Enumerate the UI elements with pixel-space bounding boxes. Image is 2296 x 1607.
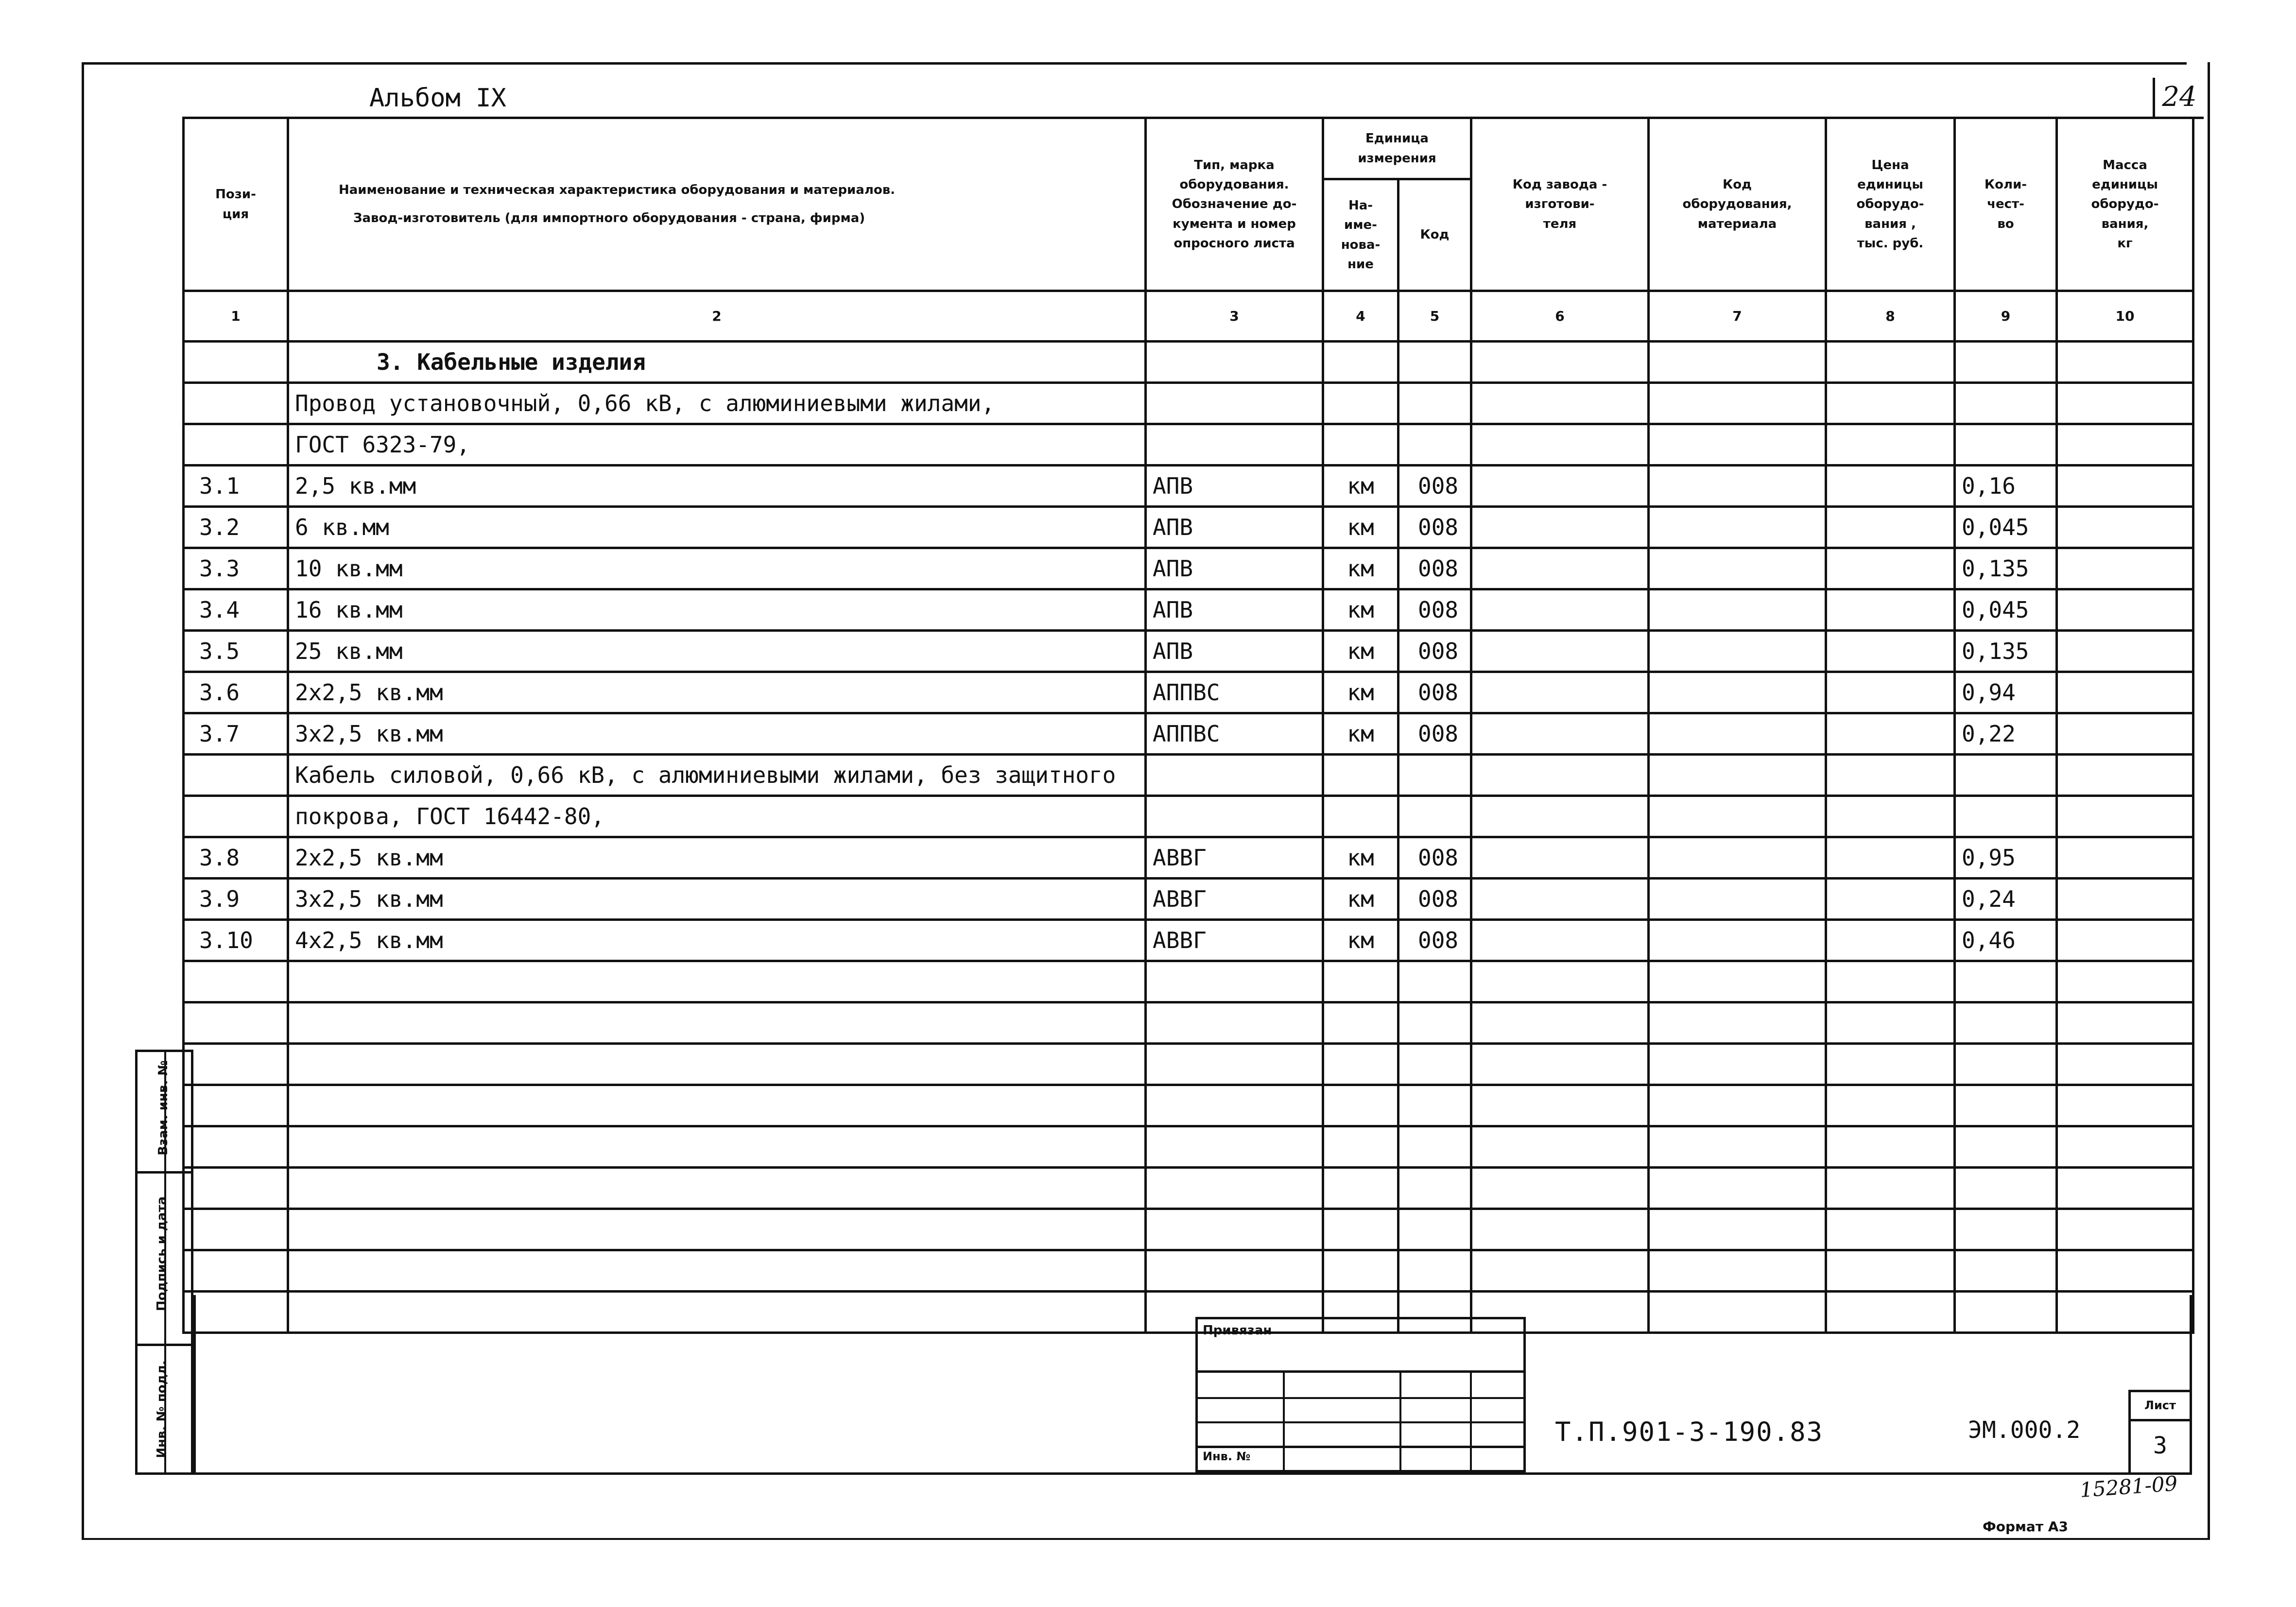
header-equipment-code: Код оборудования, материала (1649, 118, 1826, 291)
empty-cell (1471, 1126, 1649, 1168)
header-quantity: Коли- чест- во (1955, 118, 2057, 291)
row-unit: км (1323, 507, 1398, 548)
row-mass (2057, 383, 2193, 424)
row-price (1826, 466, 1955, 507)
row-quantity: 0,135 (1955, 548, 2057, 589)
header-factory-code: Код завода - изготови- теля (1471, 118, 1649, 291)
empty-cell (1955, 1209, 2057, 1250)
row-name: Кабель силовой, 0,66 кВ, с алюминиевыми жилами, без защитного (288, 755, 1146, 796)
empty-cell (288, 1126, 1146, 1168)
specification-table (182, 117, 2194, 1334)
row-mass (2057, 672, 2193, 713)
sheet-label: Лист (2131, 1392, 2190, 1421)
row-unit: км (1323, 631, 1398, 672)
row-unit-code: 008 (1398, 837, 1471, 879)
empty-cell (184, 1250, 288, 1292)
side-strip (135, 1050, 193, 1475)
row-mass (2057, 466, 2193, 507)
row-unit (1323, 342, 1398, 383)
row-equipment-code (1649, 383, 1826, 424)
row-equipment-code (1649, 672, 1826, 713)
table-row (184, 589, 2193, 631)
side-label-original: Инв. № подл. (155, 1360, 169, 1458)
row-position (184, 796, 288, 837)
empty-cell (1826, 961, 1955, 1002)
empty-cell (1323, 1085, 1398, 1126)
row-position: 3.6 (184, 672, 288, 713)
row-price (1826, 589, 1955, 631)
header-position: Пози- ция (184, 118, 288, 291)
row-position: 3.9 (184, 879, 288, 920)
header-type: Тип, марка оборудования. Обозначение до- кумента и номер опросного листа (1146, 118, 1323, 291)
empty-row (184, 1168, 2193, 1209)
row-factory-code (1471, 424, 1649, 466)
row-price (1826, 920, 1955, 961)
row-quantity: 0,94 (1955, 672, 2057, 713)
row-unit-code: 008 (1398, 672, 1471, 713)
empty-cell (184, 961, 288, 1002)
row-price (1826, 548, 1955, 589)
empty-cell (2057, 961, 2193, 1002)
row-unit: км (1323, 879, 1398, 920)
empty-cell (2057, 1209, 2193, 1250)
empty-cell (1826, 1126, 1955, 1168)
row-price (1826, 342, 1955, 383)
empty-cell (2057, 1168, 2193, 1209)
empty-cell (288, 1209, 1146, 1250)
row-equipment-code (1649, 920, 1826, 961)
row-name: ГОСТ 6323-79, (288, 424, 1146, 466)
empty-row (184, 1085, 2193, 1126)
row-type (1146, 342, 1323, 383)
row-quantity (1955, 755, 2057, 796)
empty-cell (1323, 1002, 1398, 1044)
row-name: 16 кв.мм (288, 589, 1146, 631)
sheet-value: 3 (2153, 1432, 2167, 1459)
row-type: АПВ (1146, 466, 1323, 507)
empty-cell (1471, 961, 1649, 1002)
empty-cell (184, 1085, 288, 1126)
row-price (1826, 631, 1955, 672)
row-equipment-code (1649, 755, 1826, 796)
empty-cell (1649, 1085, 1826, 1126)
row-factory-code (1471, 672, 1649, 713)
empty-cell (1649, 1002, 1826, 1044)
table-row (184, 796, 2193, 837)
sheet-top-line (83, 62, 2187, 65)
row-quantity: 0,045 (1955, 589, 2057, 631)
row-unit: км (1323, 672, 1398, 713)
table-row (184, 466, 2193, 507)
row-equipment-code (1649, 342, 1826, 383)
empty-cell (2057, 1085, 2193, 1126)
row-type: АВВГ (1146, 920, 1323, 961)
row-price (1826, 383, 1955, 424)
row-quantity: 0,16 (1955, 466, 2057, 507)
row-quantity: 0,95 (1955, 837, 2057, 879)
column-number: 3 (1146, 291, 1323, 342)
empty-cell (1826, 1085, 1955, 1126)
row-factory-code (1471, 589, 1649, 631)
row-position: 3.10 (184, 920, 288, 961)
sheet-right-line (2208, 62, 2210, 1539)
side-label-replaced: Взам. инв. № (156, 1060, 171, 1156)
empty-cell (1146, 1044, 1323, 1085)
table-row (184, 383, 2193, 424)
row-price (1826, 672, 1955, 713)
row-unit-code (1398, 383, 1471, 424)
row-unit-code: 008 (1398, 631, 1471, 672)
row-type: АПВ (1146, 507, 1323, 548)
row-price (1826, 796, 1955, 837)
row-unit-code: 008 (1398, 920, 1471, 961)
row-name: 3. Кабельные изделия (288, 342, 1146, 383)
row-type (1146, 383, 1323, 424)
row-type: АППВС (1146, 672, 1323, 713)
empty-cell (1649, 1168, 1826, 1209)
row-unit-code: 008 (1398, 879, 1471, 920)
row-equipment-code (1649, 713, 1826, 755)
empty-cell (1398, 1044, 1471, 1085)
row-equipment-code (1649, 796, 1826, 837)
row-position: 3.5 (184, 631, 288, 672)
row-quantity: 0,24 (1955, 879, 2057, 920)
empty-cell (1649, 1126, 1826, 1168)
stamp-block (1195, 1317, 1526, 1472)
column-number: 5 (1398, 291, 1471, 342)
empty-cell (2057, 1002, 2193, 1044)
empty-cell (1826, 1168, 1955, 1209)
row-equipment-code (1649, 424, 1826, 466)
empty-cell (1398, 1209, 1471, 1250)
empty-cell (1471, 1209, 1649, 1250)
sheet-corner-number: 24 (2153, 78, 2204, 119)
empty-cell (1649, 961, 1826, 1002)
table-row (184, 920, 2193, 961)
empty-cell (1955, 1168, 2057, 1209)
format-label: Формат А3 (1983, 1519, 2068, 1535)
row-name: Провод установочный, 0,66 кВ, с алюминиевыми жилами, (288, 383, 1146, 424)
row-mass (2057, 755, 2193, 796)
row-unit (1323, 383, 1398, 424)
row-unit-code: 008 (1398, 466, 1471, 507)
row-name: 2,5 кв.мм (288, 466, 1146, 507)
row-type: АВВГ (1146, 837, 1323, 879)
empty-cell (1471, 1250, 1649, 1292)
row-name: 10 кв.мм (288, 548, 1146, 589)
row-position: 3.4 (184, 589, 288, 631)
header-unit-group: Единица измерения (1323, 118, 1471, 179)
empty-cell (2057, 1126, 2193, 1168)
row-type: АПВ (1146, 631, 1323, 672)
row-mass (2057, 796, 2193, 837)
row-factory-code (1471, 383, 1649, 424)
column-number: 2 (288, 291, 1146, 342)
empty-cell (1398, 1085, 1471, 1126)
row-mass (2057, 548, 2193, 589)
row-factory-code (1471, 342, 1649, 383)
empty-cell (1471, 1085, 1649, 1126)
row-unit-code (1398, 796, 1471, 837)
row-unit-code: 008 (1398, 548, 1471, 589)
table-row (184, 755, 2193, 796)
empty-cell (288, 1250, 1146, 1292)
bottom-frame (193, 1295, 2192, 1475)
row-quantity: 0,22 (1955, 713, 2057, 755)
row-factory-code (1471, 507, 1649, 548)
empty-cell (288, 1002, 1146, 1044)
empty-cell (1398, 1002, 1471, 1044)
header-name: Наименование и техническая характеристика оборудования и материалов. Завод-изготовитель (для импортного оборудования - страна, фирма) (288, 118, 1146, 291)
row-position (184, 342, 288, 383)
row-unit: км (1323, 713, 1398, 755)
empty-cell (1955, 1250, 2057, 1292)
sheet-code: ЭМ.000.2 (1968, 1417, 2081, 1444)
table-row (184, 713, 2193, 755)
column-numbers-row (184, 291, 2193, 342)
table-row (184, 507, 2193, 548)
archive-number: 15281-09 (2079, 1471, 2178, 1502)
empty-cell (1826, 1250, 1955, 1292)
empty-cell (184, 1044, 288, 1085)
row-mass (2057, 631, 2193, 672)
empty-cell (1146, 1168, 1323, 1209)
row-unit-code (1398, 342, 1471, 383)
empty-cell (1146, 1126, 1323, 1168)
row-quantity (1955, 383, 2057, 424)
row-equipment-code (1649, 548, 1826, 589)
table-row (184, 342, 2193, 383)
document-number: Т.П.901-3-190.83 (1555, 1417, 1824, 1447)
row-unit-code (1398, 424, 1471, 466)
row-mass (2057, 507, 2193, 548)
row-position: 3.3 (184, 548, 288, 589)
empty-cell (1146, 1250, 1323, 1292)
empty-cell (1955, 1002, 2057, 1044)
stamp-privyazan: Привязан (1203, 1323, 1272, 1338)
table-row (184, 424, 2193, 466)
row-price (1826, 713, 1955, 755)
empty-cell (1323, 1209, 1398, 1250)
sheet-left-line (82, 62, 84, 1539)
row-position (184, 424, 288, 466)
empty-cell (1649, 1250, 1826, 1292)
row-quantity (1955, 796, 2057, 837)
row-name: 2х2,5 кв.мм (288, 837, 1146, 879)
row-factory-code (1471, 466, 1649, 507)
row-name: 6 кв.мм (288, 507, 1146, 548)
empty-row (184, 1044, 2193, 1085)
row-factory-code (1471, 837, 1649, 879)
empty-cell (184, 1002, 288, 1044)
row-unit (1323, 755, 1398, 796)
row-factory-code (1471, 920, 1649, 961)
stamp-inv-label: Инв. № (1203, 1450, 1251, 1463)
row-name: 3х2,5 кв.мм (288, 879, 1146, 920)
row-unit: км (1323, 548, 1398, 589)
empty-cell (1398, 1250, 1471, 1292)
table-row (184, 631, 2193, 672)
empty-cell (1649, 1209, 1826, 1250)
empty-cell (1471, 1168, 1649, 1209)
row-position: 3.8 (184, 837, 288, 879)
row-unit: км (1323, 466, 1398, 507)
empty-cell (184, 1168, 288, 1209)
row-unit-code: 008 (1398, 713, 1471, 755)
row-position: 3.2 (184, 507, 288, 548)
row-equipment-code (1649, 589, 1826, 631)
empty-cell (288, 1168, 1146, 1209)
empty-cell (1471, 1044, 1649, 1085)
empty-row (184, 1209, 2193, 1250)
column-number: 6 (1471, 291, 1649, 342)
row-quantity: 0,46 (1955, 920, 2057, 961)
row-type: АВВГ (1146, 879, 1323, 920)
row-equipment-code (1649, 507, 1826, 548)
header-unit-code: Код (1398, 179, 1471, 291)
row-type: АПВ (1146, 548, 1323, 589)
empty-cell (288, 1085, 1146, 1126)
row-type: АППВС (1146, 713, 1323, 755)
row-equipment-code (1649, 466, 1826, 507)
row-equipment-code (1649, 631, 1826, 672)
row-price (1826, 507, 1955, 548)
row-mass (2057, 589, 2193, 631)
row-type: АПВ (1146, 589, 1323, 631)
row-unit-code: 008 (1398, 507, 1471, 548)
row-mass (2057, 837, 2193, 879)
empty-cell (1649, 1044, 1826, 1085)
row-quantity: 0,135 (1955, 631, 2057, 672)
empty-cell (1955, 1044, 2057, 1085)
row-equipment-code (1649, 879, 1826, 920)
empty-cell (2057, 1250, 2193, 1292)
header-mass: Масса единицы оборудо- вания, кг (2057, 118, 2193, 291)
row-name: 2х2,5 кв.мм (288, 672, 1146, 713)
empty-cell (1826, 1002, 1955, 1044)
table-row (184, 837, 2193, 879)
column-number: 9 (1955, 291, 2057, 342)
row-unit (1323, 796, 1398, 837)
row-mass (2057, 920, 2193, 961)
sheet-bottom-line (82, 1538, 2210, 1540)
column-number: 10 (2057, 291, 2193, 342)
row-factory-code (1471, 713, 1649, 755)
row-unit: км (1323, 920, 1398, 961)
row-factory-code (1471, 548, 1649, 589)
row-factory-code (1471, 879, 1649, 920)
row-name: 3х2,5 кв.мм (288, 713, 1146, 755)
row-type (1146, 755, 1323, 796)
column-number: 4 (1323, 291, 1398, 342)
empty-row (184, 1126, 2193, 1168)
empty-cell (1323, 961, 1398, 1002)
column-number: 7 (1649, 291, 1826, 342)
row-name: покрова, ГОСТ 16442-80, (288, 796, 1146, 837)
empty-cell (1146, 1085, 1323, 1126)
album-title: Альбом IX (369, 84, 506, 113)
side-label-signature: Подпись и дата (155, 1196, 169, 1312)
row-quantity (1955, 342, 2057, 383)
empty-cell (1955, 961, 2057, 1002)
column-number: 1 (184, 291, 288, 342)
empty-cell (1398, 961, 1471, 1002)
row-factory-code (1471, 631, 1649, 672)
row-type (1146, 796, 1323, 837)
empty-row (184, 1250, 2193, 1292)
row-position (184, 383, 288, 424)
row-mass (2057, 424, 2193, 466)
empty-cell (1146, 1209, 1323, 1250)
row-position: 3.7 (184, 713, 288, 755)
table-row (184, 879, 2193, 920)
row-unit: км (1323, 589, 1398, 631)
row-equipment-code (1649, 837, 1826, 879)
row-price (1826, 424, 1955, 466)
row-mass (2057, 713, 2193, 755)
row-unit-code (1398, 755, 1471, 796)
empty-cell (184, 1209, 288, 1250)
empty-cell (1146, 1002, 1323, 1044)
sheet-number-box (2128, 1390, 2192, 1475)
empty-cell (1471, 1002, 1649, 1044)
header-unit-name: На- име- нова- ние (1323, 179, 1398, 291)
empty-cell (1323, 1250, 1398, 1292)
empty-cell (1146, 961, 1323, 1002)
row-unit (1323, 424, 1398, 466)
row-quantity (1955, 424, 2057, 466)
header-price: Цена единицы оборудо- вания , тыс. руб. (1826, 118, 1955, 291)
column-number: 8 (1826, 291, 1955, 342)
row-price (1826, 755, 1955, 796)
empty-cell (288, 961, 1146, 1002)
row-quantity: 0,045 (1955, 507, 2057, 548)
empty-cell (1955, 1085, 2057, 1126)
empty-cell (2057, 1044, 2193, 1085)
empty-cell (1398, 1126, 1471, 1168)
empty-cell (1323, 1044, 1398, 1085)
empty-cell (1826, 1044, 1955, 1085)
row-name: 4х2,5 кв.мм (288, 920, 1146, 961)
empty-cell (1323, 1168, 1398, 1209)
row-price (1826, 837, 1955, 879)
row-price (1826, 879, 1955, 920)
empty-cell (288, 1044, 1146, 1085)
row-position: 3.1 (184, 466, 288, 507)
empty-row (184, 1002, 2193, 1044)
empty-cell (1826, 1209, 1955, 1250)
row-mass (2057, 342, 2193, 383)
empty-cell (1955, 1126, 2057, 1168)
table-row (184, 672, 2193, 713)
empty-row (184, 961, 2193, 1002)
row-unit-code: 008 (1398, 589, 1471, 631)
empty-cell (1323, 1126, 1398, 1168)
row-type (1146, 424, 1323, 466)
row-position (184, 755, 288, 796)
empty-cell (1398, 1168, 1471, 1209)
row-mass (2057, 879, 2193, 920)
row-unit: км (1323, 837, 1398, 879)
row-name: 25 кв.мм (288, 631, 1146, 672)
row-factory-code (1471, 796, 1649, 837)
table-row (184, 548, 2193, 589)
row-factory-code (1471, 755, 1649, 796)
empty-cell (184, 1126, 288, 1168)
